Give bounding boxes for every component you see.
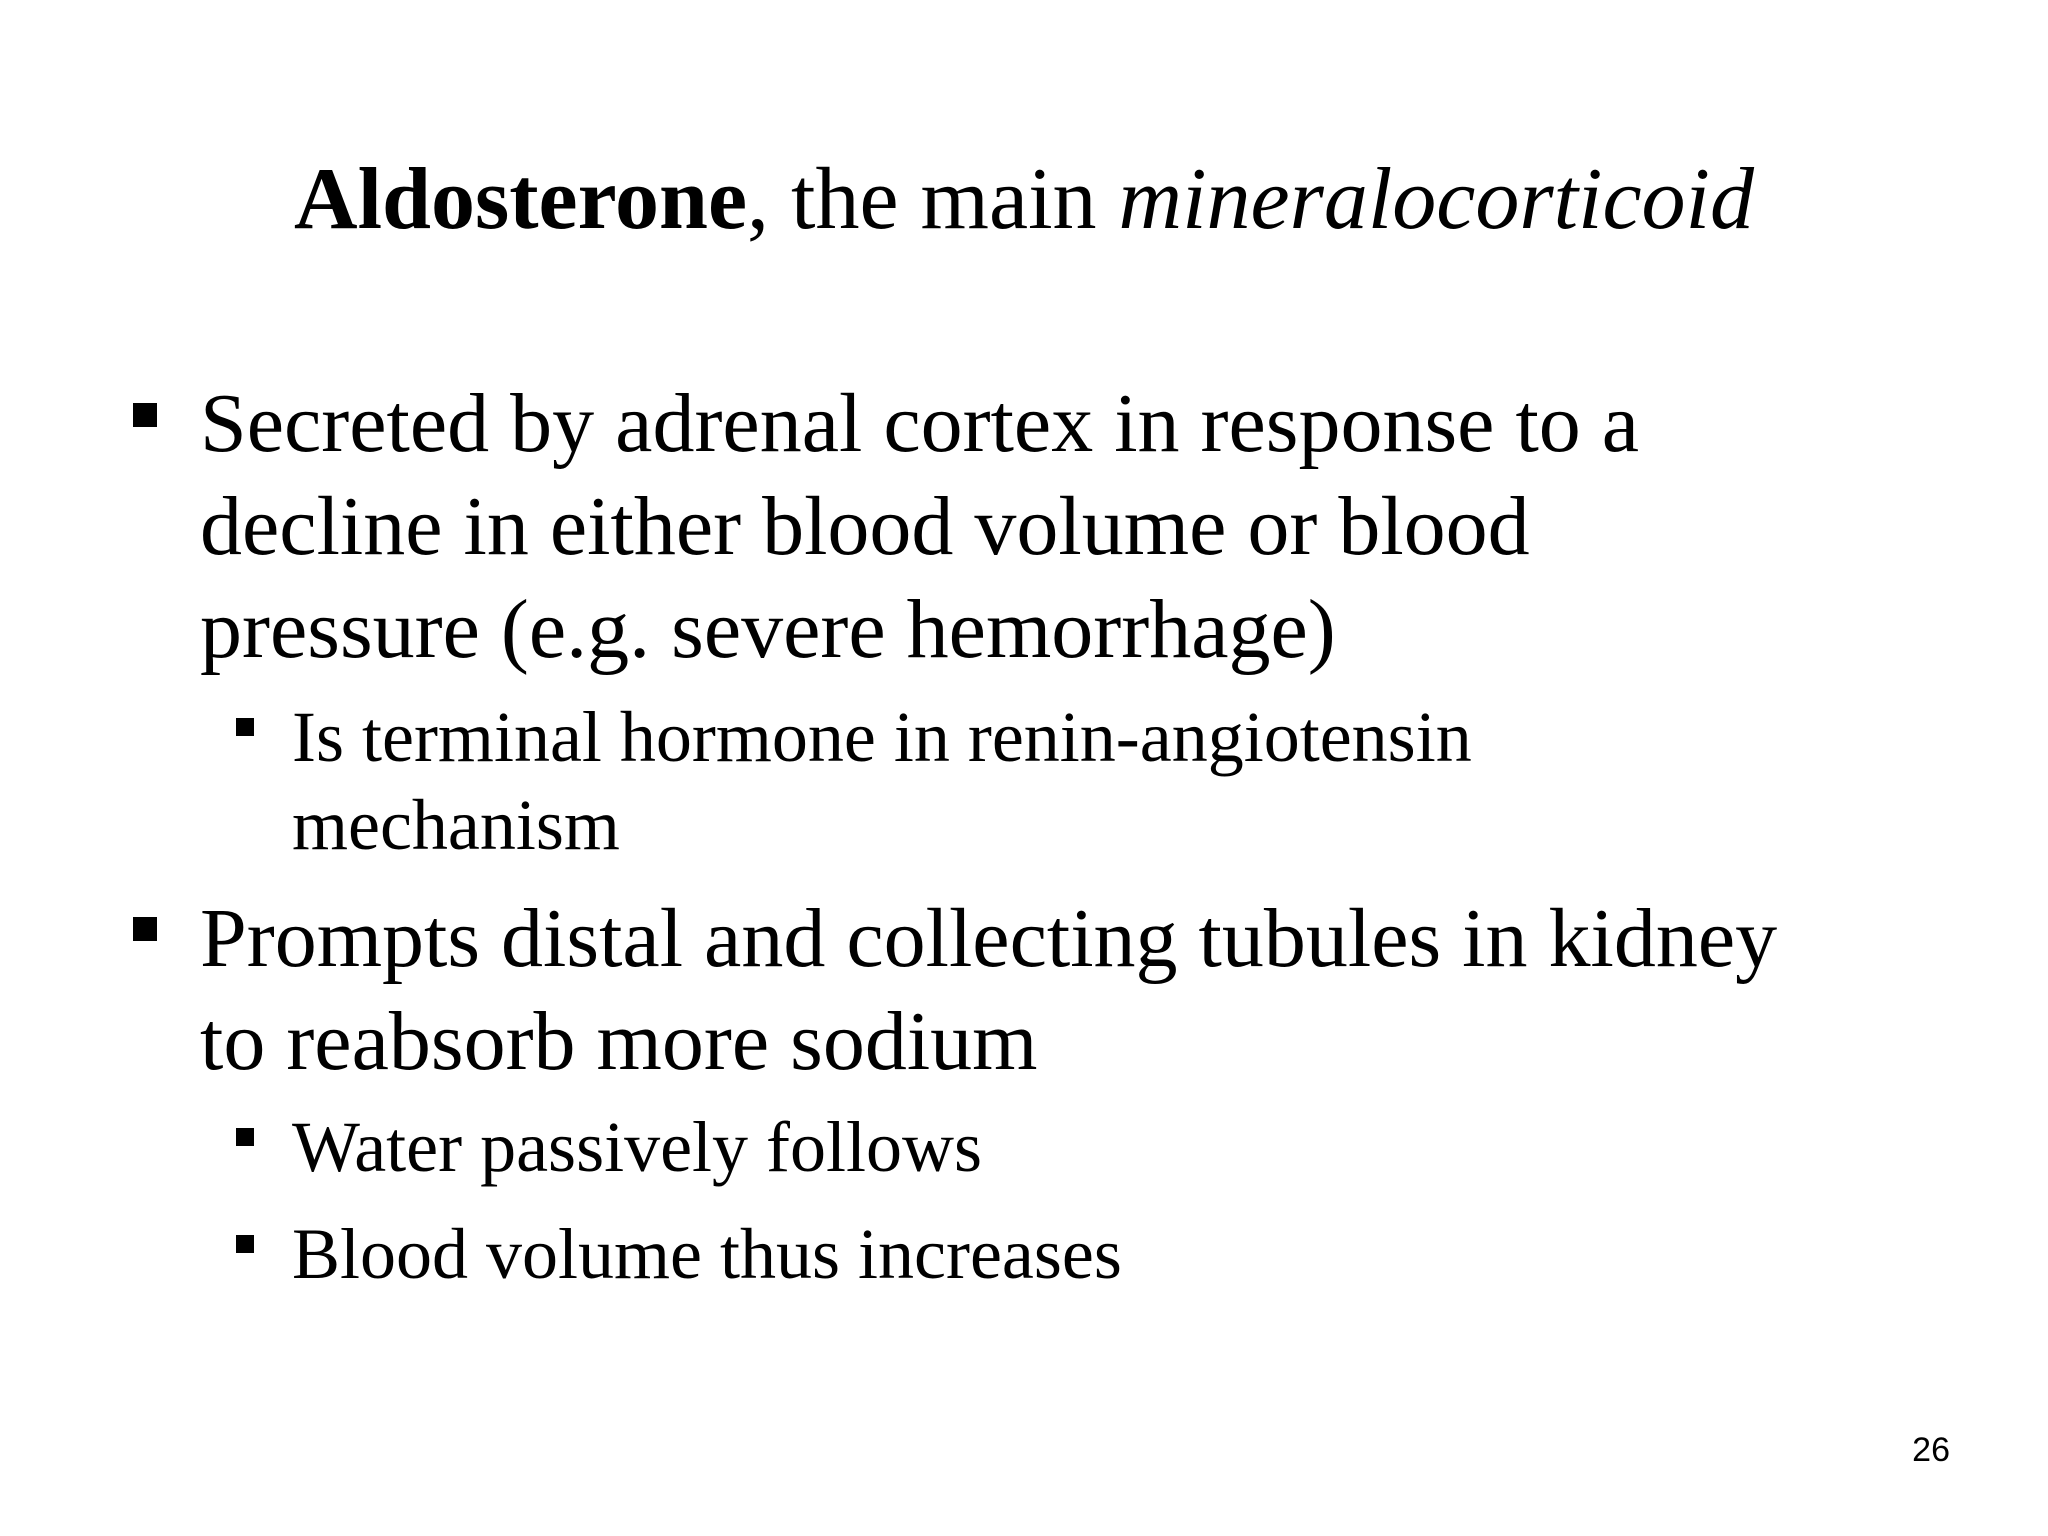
subbullet-1-1 xyxy=(292,693,1472,869)
bullet-1 xyxy=(200,372,1639,681)
title-normal: , the main xyxy=(747,151,1119,248)
bullet-2 xyxy=(200,887,1777,1093)
subbullet-2-1-marker-icon xyxy=(236,1128,254,1146)
bullet-2-line-2: to reabsorb more sodium xyxy=(200,995,1038,1088)
bullet-2-line-1: Prompts distal and collecting tubules in kidney xyxy=(200,892,1778,985)
subbullet-1-1-marker-icon xyxy=(236,718,254,736)
subbullet-1-1-line-2: mechanism xyxy=(292,785,620,865)
subbullet-2-1 xyxy=(292,1103,982,1191)
subbullet-1-1-line-1: Is terminal hormone in renin-angiotensin xyxy=(292,697,1472,777)
bullet-2-marker-icon xyxy=(133,917,157,941)
title-bold: Aldosterone xyxy=(294,151,748,248)
slide-title xyxy=(0,150,2048,250)
subbullet-2-2 xyxy=(292,1210,1122,1298)
subbullet-2-1-line-1: Water passively follows xyxy=(292,1107,983,1187)
title-italic: mineralocorticoid xyxy=(1118,151,1754,248)
bullet-1-marker-icon xyxy=(133,403,157,427)
page-number: 26 xyxy=(1912,1431,1950,1469)
bullet-1-line-1: Secreted by adrenal cortex in response to a xyxy=(200,377,1640,470)
subbullet-2-2-line-1: Blood volume thus increases xyxy=(292,1214,1122,1294)
bullet-1-line-2: decline in either blood volume or blood xyxy=(200,480,1530,573)
bullet-1-line-3: pressure (e.g. severe hemorrhage) xyxy=(200,583,1336,676)
subbullet-2-2-marker-icon xyxy=(236,1235,254,1253)
